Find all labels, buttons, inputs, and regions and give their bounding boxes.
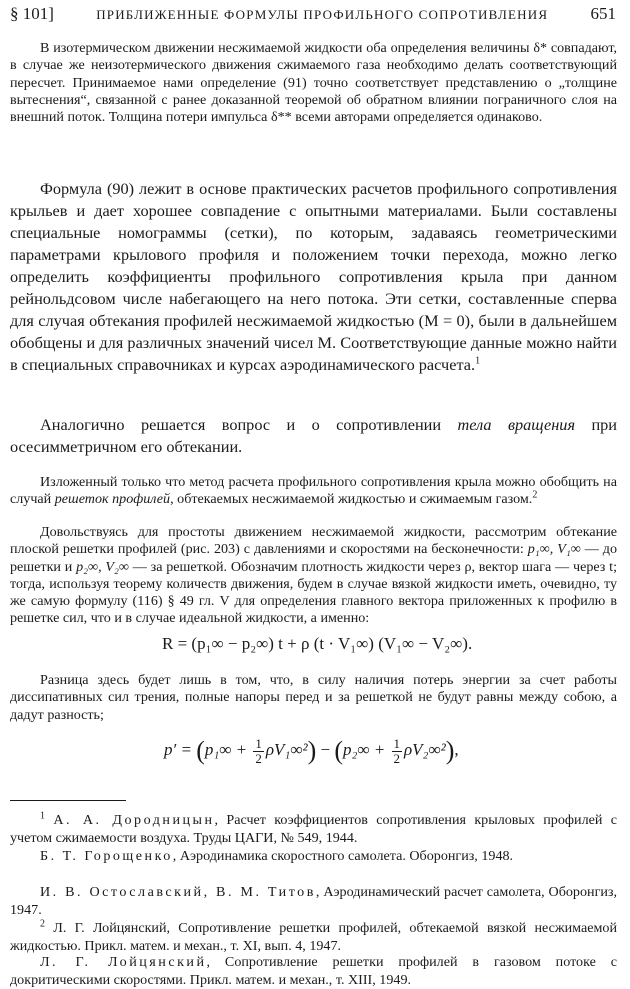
p5-text-a: Довольствуясь для простоты движением несжимаемой жидкости, рассмотрим обтекание плоской решетки профилей (рис. 203) с давлениями и скоростями на бесконечности: (10, 524, 617, 558)
paragraph-displacement-thickness: В изотермическом движении несжимаемой жидкости оба определения величины δ* совпадают, в случае же неизотермического движения сжимаемого газа необходимо делать соответствующий пересчет. Принимаемое нами определение (91) точно соответствует представлению о „толщине вытеснения“, связанной с ранее доказанной теоремой об обратном влиянии пограничного слоя на внешний поток. Толщина потери импульса δ** всеми авторами определяется одинаково. (10, 40, 617, 126)
footnote-1-mark: 1 (40, 810, 45, 822)
running-title: ПРИБЛИЖЕННЫЕ ФОРМУЛЫ ПРОФИЛЬНОГО СОПРОТИВЛЕНИЯ (96, 7, 549, 22)
footnote-ref-1: 1 (475, 355, 481, 367)
p4-text-a: Изложенный только что метод расчета профильного сопротивления крыла можно обобщить на случай (10, 474, 617, 508)
footnote-1 (10, 812, 617, 847)
p3-emphasis: тела вращения (457, 415, 576, 434)
fraction-numerator: 1 (393, 735, 401, 751)
eq2-paren-close-1: ) (307, 736, 317, 765)
equation-main-vector: R = (p₁∞ − p₂∞) t + ρ (t · V₁∞) (V₁∞ − V₂∞). (162, 634, 473, 653)
footnote-1c-text: , Аэродинамический расчет самолета, Оборонгиз, 1947. (10, 884, 617, 918)
eq2-comma: , (454, 739, 459, 759)
p5-vars-upstream: p₁∞, V₁∞ (527, 541, 581, 558)
footnote-1-author: А. А. Дородницын (53, 812, 215, 828)
fraction-denominator: 2 (393, 750, 401, 766)
footnote-2b (10, 954, 617, 989)
p3-text-b: при осесимметричном его обтекании. (10, 415, 618, 456)
footnote-ref-2: 2 (532, 489, 538, 501)
footnote-1c-author: И. В. Остославский, В. М. Титов (40, 884, 316, 900)
paragraph-momentum-theorem (10, 524, 617, 628)
footnote-separator (10, 800, 126, 801)
eq2-term-d: ρV₂∞² (404, 739, 446, 759)
footnote-1b-text: , Аэродинамика скоростного самолета. Оборонгиз, 1948. (172, 848, 514, 864)
paragraph-cascades (10, 474, 617, 509)
eq2-term-b: ρV₁∞² (265, 739, 308, 759)
footnote-2b-text: , Сопротивление решетки профилей в газовом потоке с докритическими скоростями. Прикл. матем. и механ., т. XIII, 1949. (10, 954, 617, 988)
fraction-numerator: 1 (255, 735, 262, 751)
footnote-2-mark: 2 (40, 918, 45, 930)
eq2-paren-close-2: ) (445, 736, 455, 765)
p5-text-c: — за решеткой. Обозначим плотность жидкости через ρ, вектор шага — через t; тогда, используя теорему количеств движения, будем в случае вязкой жидкости иметь, очевидно, ту же самую формулу (116) § 49 гл. V для определения главного вектора приложенных к профилю в решетке сил, что и в случае идеальной жидкости, а именно: (10, 558, 617, 627)
eq2-minus: − (320, 739, 331, 759)
paragraph-formula-90 (10, 178, 617, 376)
paragraph-energy-loss: Разница здесь будет лишь в том, что, в силу наличия потерь энергии за счет работы диссипативных сил трения, полные напоры перед и за решеткой не будут равны между собою, а дадут разность; (10, 672, 617, 723)
equation-pressure-difference (164, 736, 459, 766)
p4-text-b: , обтекаемых несжимаемой жидкостью и сжимаемым газом. (170, 491, 533, 508)
eq2-term-c: p₂∞ + (343, 739, 386, 759)
running-head (10, 4, 616, 30)
paragraph-bodies-of-revolution (10, 414, 617, 458)
eq2-fraction-2 (392, 737, 403, 766)
footnote-2b-author: Л. Г. Лойцянский (40, 954, 207, 970)
eq2-paren-open-2: ( (334, 736, 343, 765)
section-number: § 101] (10, 4, 54, 23)
eq2-fraction-1 (253, 737, 264, 766)
footnote-2-text: , Сопротивление решетки профилей, обтекаемой вязкой несжимаемой жидкостью. Прикл. матем. и механ., т. XI, вып. 4, 1947. (10, 920, 617, 954)
footnote-1-text: , Расчет коэффициентов сопротивления крыловых профилей с учетом сжимаемости воздуха. Труды ЦАГИ, № 549, 1944. (10, 812, 617, 846)
eq2-paren-open-1: ( (196, 736, 205, 765)
footnote-1b-author: Б. Т. Горощенко (40, 848, 173, 864)
footnote-1b (10, 848, 617, 866)
eq2-lhs: p′ = (164, 739, 192, 759)
fraction-denominator: 2 (255, 750, 262, 766)
p4-emphasis: решеток профилей (54, 491, 171, 508)
paragraph-formula-90-text: Формула (90) лежит в основе практических расчетов профильного сопротивления крыльев и дает хорошее совпадение с опытными материалами. Были составлены специальные номограммы (сетки), по которым, задаваясь геометрическими параметрами крылового профиля и положением точки перехода, можно легко определить коэффициенты профильного сопротивления крыла при данном рейнольдсовом числе набегающего на него потока. Эти сетки, составленные сперва для случая обтекания профилей несжимаемой жидкостью (M = 0), были в дальнейшем обобщены и для различных значений чисел M. Соответствующие данные можно найти в специальных справочниках и курсах аэродинамического расчета. (10, 179, 617, 374)
footnote-2-author: Л. Г. Лойцянский (53, 920, 167, 936)
p3-text-a: Аналогично решается вопрос и о сопротивлении (40, 415, 458, 434)
footnote-1c (10, 884, 617, 919)
footnote-2 (10, 920, 617, 955)
page-number: 651 (590, 4, 616, 23)
eq2-term-a: p₁∞ + (204, 739, 248, 759)
p5-text-b: — до решетки и (10, 541, 618, 575)
p5-vars-downstream: p₂∞, V₂∞ (76, 558, 129, 575)
